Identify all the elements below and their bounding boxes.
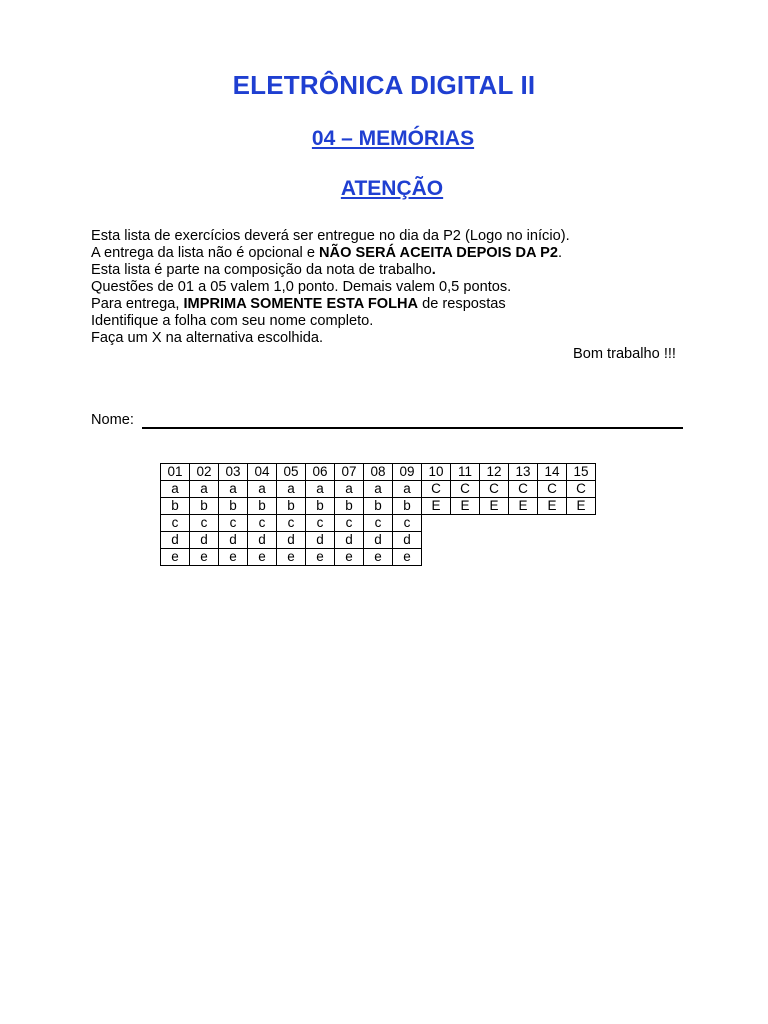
answer-option-cell[interactable]: E	[451, 498, 480, 515]
answer-option-cell[interactable]: e	[335, 549, 364, 566]
instruction-line	[91, 228, 691, 245]
empty-cell	[538, 515, 567, 532]
empty-cell	[422, 515, 451, 532]
question-number: 11	[451, 464, 480, 481]
question-number: 10	[422, 464, 451, 481]
instruction-line	[91, 296, 691, 313]
answer-option-cell[interactable]: e	[161, 549, 190, 566]
answer-option-cell[interactable]: d	[190, 532, 219, 549]
answer-option-cell[interactable]: d	[364, 532, 393, 549]
empty-cell	[567, 515, 596, 532]
instruction-text: de respostas	[418, 296, 506, 312]
answer-option-row	[161, 515, 596, 532]
answer-option-cell[interactable]: C	[422, 481, 451, 498]
empty-cell	[422, 532, 451, 549]
instructions-block	[91, 228, 691, 347]
answer-option-cell[interactable]: a	[161, 481, 190, 498]
answer-option-cell[interactable]: b	[219, 498, 248, 515]
empty-cell	[509, 549, 538, 566]
question-number: 12	[480, 464, 509, 481]
answer-option-cell[interactable]: c	[335, 515, 364, 532]
answer-option-cell[interactable]: d	[277, 532, 306, 549]
empty-cell	[451, 515, 480, 532]
question-number: 04	[248, 464, 277, 481]
answer-option-cell[interactable]: e	[393, 549, 422, 566]
instruction-text: .	[557, 245, 562, 261]
answer-option-cell[interactable]: a	[364, 481, 393, 498]
answer-option-cell[interactable]: d	[161, 532, 190, 549]
answer-option-cell[interactable]: E	[422, 498, 451, 515]
question-number: 02	[190, 464, 219, 481]
answer-option-cell[interactable]: c	[161, 515, 190, 532]
page-title: ELETRÔNICA DIGITAL II	[232, 70, 536, 100]
answer-option-row	[161, 549, 596, 566]
answer-option-cell[interactable]: C	[480, 481, 509, 498]
answer-option-cell[interactable]: b	[364, 498, 393, 515]
instruction-text: Para entrega,	[91, 296, 184, 312]
instruction-line	[91, 313, 691, 330]
answer-option-cell[interactable]: C	[451, 481, 480, 498]
answer-option-cell[interactable]: e	[190, 549, 219, 566]
answer-option-cell[interactable]: c	[393, 515, 422, 532]
answer-option-cell[interactable]: C	[509, 481, 538, 498]
answer-option-cell[interactable]: b	[248, 498, 277, 515]
instruction-text: Identifique a folha com seu nome completo.	[91, 313, 374, 329]
answer-option-cell[interactable]: d	[248, 532, 277, 549]
answer-option-cell[interactable]: b	[161, 498, 190, 515]
answer-option-cell[interactable]: b	[335, 498, 364, 515]
empty-cell	[509, 515, 538, 532]
answer-option-cell[interactable]: b	[393, 498, 422, 515]
name-field[interactable]	[142, 427, 683, 429]
signoff-text: Bom trabalho !!!	[572, 346, 676, 362]
answer-option-cell[interactable]: a	[277, 481, 306, 498]
answer-option-cell[interactable]: E	[480, 498, 509, 515]
answer-option-cell[interactable]: E	[509, 498, 538, 515]
instruction-text: Questões de 01 a 05 valem 1,0 ponto. Demais valem 0,5 pontos.	[91, 279, 512, 295]
answer-option-row	[161, 532, 596, 549]
question-number: 07	[335, 464, 364, 481]
answer-option-cell[interactable]: d	[306, 532, 335, 549]
answer-option-cell[interactable]: d	[219, 532, 248, 549]
answer-option-cell[interactable]: C	[567, 481, 596, 498]
empty-cell	[451, 532, 480, 549]
answer-option-cell[interactable]: c	[248, 515, 277, 532]
answer-option-cell[interactable]: d	[335, 532, 364, 549]
empty-cell	[567, 532, 596, 549]
empty-cell	[480, 549, 509, 566]
answer-option-cell[interactable]: e	[277, 549, 306, 566]
answer-option-cell[interactable]: e	[248, 549, 277, 566]
answer-option-cell[interactable]: e	[219, 549, 248, 566]
instruction-emphasis: IMPRIMA SOMENTE ESTA FOLHA	[183, 296, 419, 312]
empty-cell	[480, 532, 509, 549]
instruction-emphasis: NÃO SERÁ ACEITA DEPOIS DA P2	[319, 245, 558, 261]
question-number: 08	[364, 464, 393, 481]
empty-cell	[509, 532, 538, 549]
attention-heading: ATENÇÃO	[340, 177, 444, 200]
empty-cell	[538, 532, 567, 549]
question-number: 01	[161, 464, 190, 481]
answer-option-cell[interactable]: C	[538, 481, 567, 498]
answer-option-cell[interactable]: c	[190, 515, 219, 532]
answer-option-cell[interactable]: b	[277, 498, 306, 515]
instruction-text: A entrega da lista não é opcional e	[91, 245, 319, 261]
empty-cell	[538, 549, 567, 566]
answer-option-cell[interactable]: a	[335, 481, 364, 498]
answer-option-cell[interactable]: e	[364, 549, 393, 566]
question-number: 09	[393, 464, 422, 481]
answer-option-row	[161, 498, 596, 515]
answer-option-cell[interactable]: d	[393, 532, 422, 549]
answer-option-cell[interactable]: c	[277, 515, 306, 532]
answer-option-cell[interactable]: e	[306, 549, 335, 566]
question-number: 06	[306, 464, 335, 481]
instruction-text: Esta lista é parte na composição da nota de trabalho	[91, 262, 432, 278]
empty-cell	[451, 549, 480, 566]
answer-option-cell[interactable]: a	[306, 481, 335, 498]
answer-option-cell[interactable]: b	[190, 498, 219, 515]
question-number: 14	[538, 464, 567, 481]
instruction-line	[91, 330, 691, 347]
question-number-row	[161, 464, 596, 481]
answer-sheet-table	[160, 463, 596, 566]
answer-option-cell[interactable]: b	[306, 498, 335, 515]
name-label: Nome:	[91, 412, 134, 428]
instruction-text: Esta lista de exercícios deverá ser entregue no dia da P2 (Logo no início).	[91, 228, 570, 244]
answer-option-cell[interactable]: c	[219, 515, 248, 532]
question-number: 15	[567, 464, 596, 481]
instruction-line	[91, 279, 691, 296]
instruction-emphasis: .	[431, 262, 436, 278]
answer-option-cell[interactable]: E	[538, 498, 567, 515]
instruction-line	[91, 262, 691, 279]
answer-option-cell[interactable]: E	[567, 498, 596, 515]
question-number: 03	[219, 464, 248, 481]
question-number: 13	[509, 464, 538, 481]
answer-option-cell[interactable]: a	[190, 481, 219, 498]
instruction-line	[91, 245, 691, 262]
answer-option-cell[interactable]: c	[306, 515, 335, 532]
instruction-text: Faça um X na alternativa escolhida.	[91, 330, 324, 346]
question-number: 05	[277, 464, 306, 481]
empty-cell	[422, 549, 451, 566]
answer-option-cell[interactable]: c	[364, 515, 393, 532]
answer-option-cell[interactable]: a	[248, 481, 277, 498]
answer-option-row	[161, 481, 596, 498]
empty-cell	[567, 549, 596, 566]
page-subtitle: 04 – MEMÓRIAS	[311, 127, 475, 150]
empty-cell	[480, 515, 509, 532]
answer-option-cell[interactable]: a	[393, 481, 422, 498]
answer-option-cell[interactable]: a	[219, 481, 248, 498]
